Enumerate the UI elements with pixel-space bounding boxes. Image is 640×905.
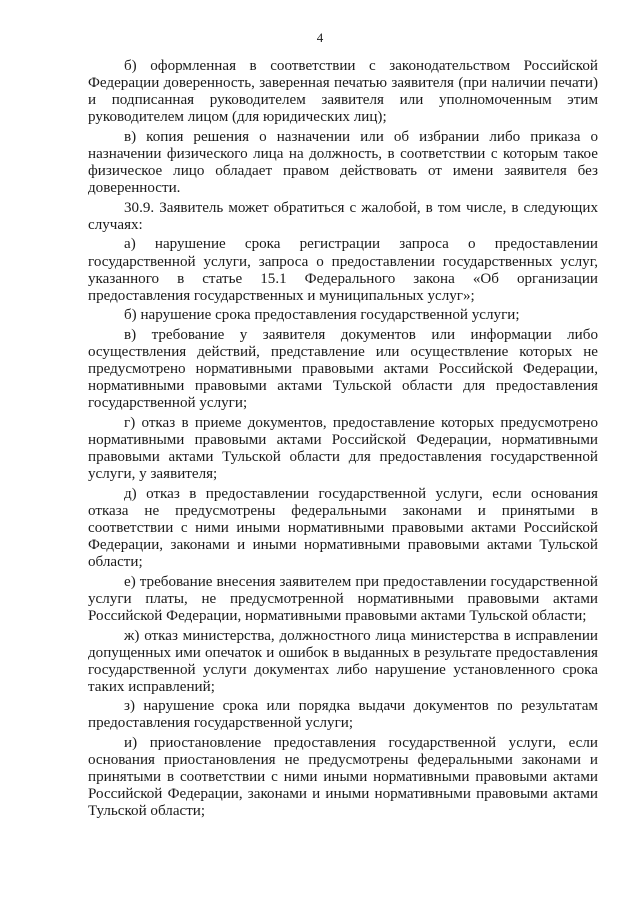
paragraph-i-suspension: и) приостановление предоставления государственной услуги, если основания приостановления не предусмотрены федеральными законами и принятыми в соответствии с ними иными нормативными правовыми актами Российской Федерации, законами и иными нормативными правовыми актами Тульской области; <box>88 735 598 820</box>
paragraph-g-refusal-to-accept: г) отказ в приеме документов, предоставление которых предусмотрено нормативными правовыми актами Российской Федерации, нормативными правовыми актами Тульской области для предоставления государственной услуги, у заявителя; <box>88 414 598 483</box>
paragraph-b-power-of-attorney: б) оформленная в соответствии с законодательством Российской Федерации доверенность, заверенная печатью заявителя (при наличии печати) и подписанная руководителем заявителя или уполномоченным этим руководителем лицом (для юридических лиц); <box>88 58 598 126</box>
paragraph-b-service-deadline: б) нарушение срока предоставления государственной услуги; <box>124 307 520 324</box>
paragraph-zh-correction-refusal: ж) отказ министерства, должностного лица министерства в исправлении допущенных ими опечаток и ошибок в выданных в результате предоставления государственной услуги документах либо нарушение установленного срока таких исправлений; <box>88 627 598 695</box>
document-body <box>88 58 598 823</box>
paragraph-v-appointment-decision: в) копия решения о назначении или об избрании либо приказа о назначении физического лица на должность, в соответствии с которым такое физическое лицо обладает правом действовать от имени заявителя без доверенности. <box>88 128 598 197</box>
paragraph-d-refusal-of-service: д) отказ в предоставлении государственной услуги, если основания отказа не предусмотрены федеральными законами и принятыми в соответствии с ними иными нормативными правовыми актами Российской Федерации, законами и иными нормативными правовыми актами Тульской области; <box>88 485 598 571</box>
paragraph-z-issuance-violation: з) нарушение срока или порядка выдачи документов по результатам предоставления государственной услуги; <box>88 698 598 732</box>
paragraph-e-fee-requirement: е) требование внесения заявителем при предоставлении государственной услуги платы, не предусмотренной нормативными правовыми актами Российской Федерации, нормативными правовыми актами Тульской области; <box>88 573 598 624</box>
page-number: 4 <box>316 30 324 45</box>
paragraph-30-9-complaint-cases: 30.9. Заявитель может обратиться с жалобой, в том числе, в следующих случаях: <box>88 199 598 233</box>
paragraph-v-document-requirement: в) требование у заявителя документов или информации либо осуществления действий, представление или осуществление которых не предусмотрено нормативными правовыми актами Российской Федерации, нормативными правовыми актами Тульской области для предоставления государственной услуги; <box>88 326 598 412</box>
paragraph-a-registration-deadline: а) нарушение срока регистрации запроса о предоставлении государственной услуги, запроса о предоставлении государственных услуг, указанного в статье 15.1 Федерального закона «Об организации предоставления государственных и муниципальных услуг»; <box>88 236 598 304</box>
